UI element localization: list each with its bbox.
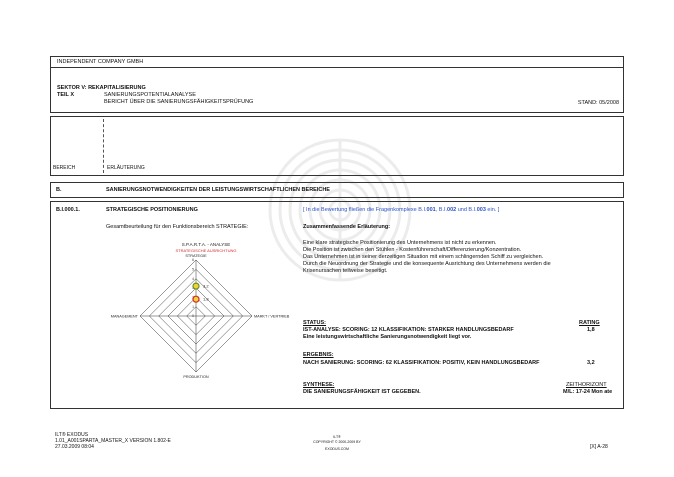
radar-axis-label: MANAGEMENT bbox=[110, 314, 138, 319]
radar-tick-label: 5 bbox=[192, 267, 194, 272]
radar-axis-label: STRATEGIE bbox=[185, 254, 207, 258]
ist-analysis-line: IST-ANALYSE: SCORING: 12 KLASSIFIKATION: STARKER HANDLUNGSBEDARF bbox=[303, 327, 514, 333]
footer-center-3: EXODUS.COM bbox=[325, 447, 349, 451]
radar-tick-label: 1 bbox=[192, 304, 194, 309]
radar-point-label: 3,2 bbox=[203, 283, 209, 289]
radar-tick-label: 6 bbox=[192, 258, 194, 263]
ergebnis-rating: 3,2 bbox=[587, 360, 595, 366]
note-ref-3: 003 bbox=[476, 207, 486, 213]
company-name: INDEPENDENT COMPANY GMBH bbox=[57, 59, 144, 65]
radar-tick-label: 0 bbox=[192, 314, 194, 319]
synthese-heading: SYNTHESE: bbox=[303, 382, 335, 388]
radar-point bbox=[193, 283, 199, 289]
summary-line: Krisenursachen teilweise beseitigt. bbox=[303, 268, 388, 274]
section-number: B. bbox=[56, 187, 62, 193]
page-number: [X] A-28 bbox=[590, 444, 608, 450]
summary-line: Eine klare strategische Positionierung des Unternehmens ist nicht zu erkennen. bbox=[303, 240, 497, 246]
section-title: SANIERUNGSNOTWENDIGKEITEN DER LEISTUNGSWIRTSCHAFTLICHEN BEREICHE bbox=[106, 187, 330, 193]
item-code: B.I.000.1. bbox=[56, 207, 80, 213]
header-box bbox=[50, 56, 624, 113]
column-header-box bbox=[50, 116, 624, 176]
summary-line: Das Unternehmen ist in seiner derzeitigen Situation mit einem schlingernden Schiff zu vergleichen. bbox=[303, 254, 544, 260]
rating-heading: RATING bbox=[579, 320, 600, 326]
radar-point-label: 1,8 bbox=[203, 296, 209, 302]
note-suffix: ein. ] bbox=[485, 207, 500, 213]
radar-chart bbox=[106, 238, 306, 388]
status-heading: STATUS: bbox=[303, 320, 327, 326]
note-ref-2: 002 bbox=[447, 207, 457, 213]
column-bereich: BEREICH bbox=[53, 165, 76, 171]
radar-axis-label: MARKT / VERTRIEB bbox=[254, 314, 290, 319]
part-label: TEIL X bbox=[57, 92, 75, 98]
radar-tick-label: 4 bbox=[192, 276, 194, 281]
footer-center-2: COPYRIGHT © 2000-2009 BY bbox=[313, 440, 361, 444]
ergebnis-heading: ERGEBNIS: bbox=[303, 352, 334, 358]
footer-left-1: ILT® EXODUS bbox=[55, 432, 89, 438]
section-title-box bbox=[50, 182, 624, 198]
report-subtitle-2: BERICHT ÜBER DIE SANIERUNGSFÄHIGKEITSPRÜFUNG bbox=[104, 99, 254, 105]
note-prefix: [ In die Bewertung fließen die Fragenkomplexe B.I. bbox=[303, 207, 427, 213]
assessment-label: Gesamtbeurteilung für den Funktionsbereich STRATEGIE: bbox=[106, 224, 249, 230]
item-title: STRATEGISCHE POSITIONIERUNG bbox=[106, 207, 198, 213]
chart-title: S.P.A.R.T.A. - ANALYSE bbox=[181, 242, 231, 247]
summary-line: Die Position ist zwischen den Stühlen - Kostenführerschaft/Differenzierung/Konzentration. bbox=[303, 247, 522, 253]
note-ref-1: 001 bbox=[426, 207, 436, 213]
ergebnis-line: NACH SANIERUNG: SCORING: 62 KLASSIFIKATION: POSITIV, KEIN HANDLUNGSBEDARF bbox=[303, 360, 540, 366]
item-note bbox=[303, 207, 499, 214]
footer-left-2: 1.01_A001SPARTA_MASTER_X VERSION 1.802-E bbox=[55, 438, 171, 444]
zeithorizont-heading: ZEITHORIZONT bbox=[566, 382, 607, 388]
radar-point bbox=[193, 296, 199, 302]
summary-text bbox=[303, 240, 551, 275]
column-erlaeuterung: ERLÄUTERUNG bbox=[107, 165, 145, 171]
ist-rating: 1,8 bbox=[587, 327, 595, 333]
sector-title: SEKTOR V: REKAPITALISIERUNG bbox=[57, 85, 146, 91]
content-box bbox=[50, 201, 624, 409]
radar-axis-label: PRODUKTION bbox=[183, 375, 209, 379]
ist-note: Eine leistungswirtschaftliche Sanierungsnotwendigkeit liegt vor. bbox=[303, 334, 472, 340]
zeithorizont-value: M/L: 17-24 Mon ate bbox=[563, 389, 613, 395]
radar-tick-label: 3 bbox=[192, 286, 194, 291]
note-mid-2: und B.I. bbox=[456, 207, 477, 213]
summary-line: Durch die Neuordnung der Strategie und die konsequente Ausrichtung des Unternehmens werden die bbox=[303, 261, 551, 267]
report-subtitle-1: SANIERUNGSPOTENTIALANALYSE bbox=[104, 92, 196, 98]
footer-center-1: ILT® bbox=[333, 435, 341, 439]
note-mid-1: , B.I. bbox=[435, 207, 448, 213]
synthese-line: DIE SANIERUNGSFÄHIGKEIT IST GEGEBEN. bbox=[303, 389, 421, 395]
summary-heading: Zusammenfassende Erläuterung: bbox=[303, 224, 391, 230]
stand-date: STAND: 05/2008 bbox=[577, 100, 619, 106]
footer-left-3: 27.03.2009 08:04 bbox=[55, 444, 94, 450]
chart-subtitle: STRATEGISCHE AUSRICHTUNG bbox=[175, 248, 237, 253]
